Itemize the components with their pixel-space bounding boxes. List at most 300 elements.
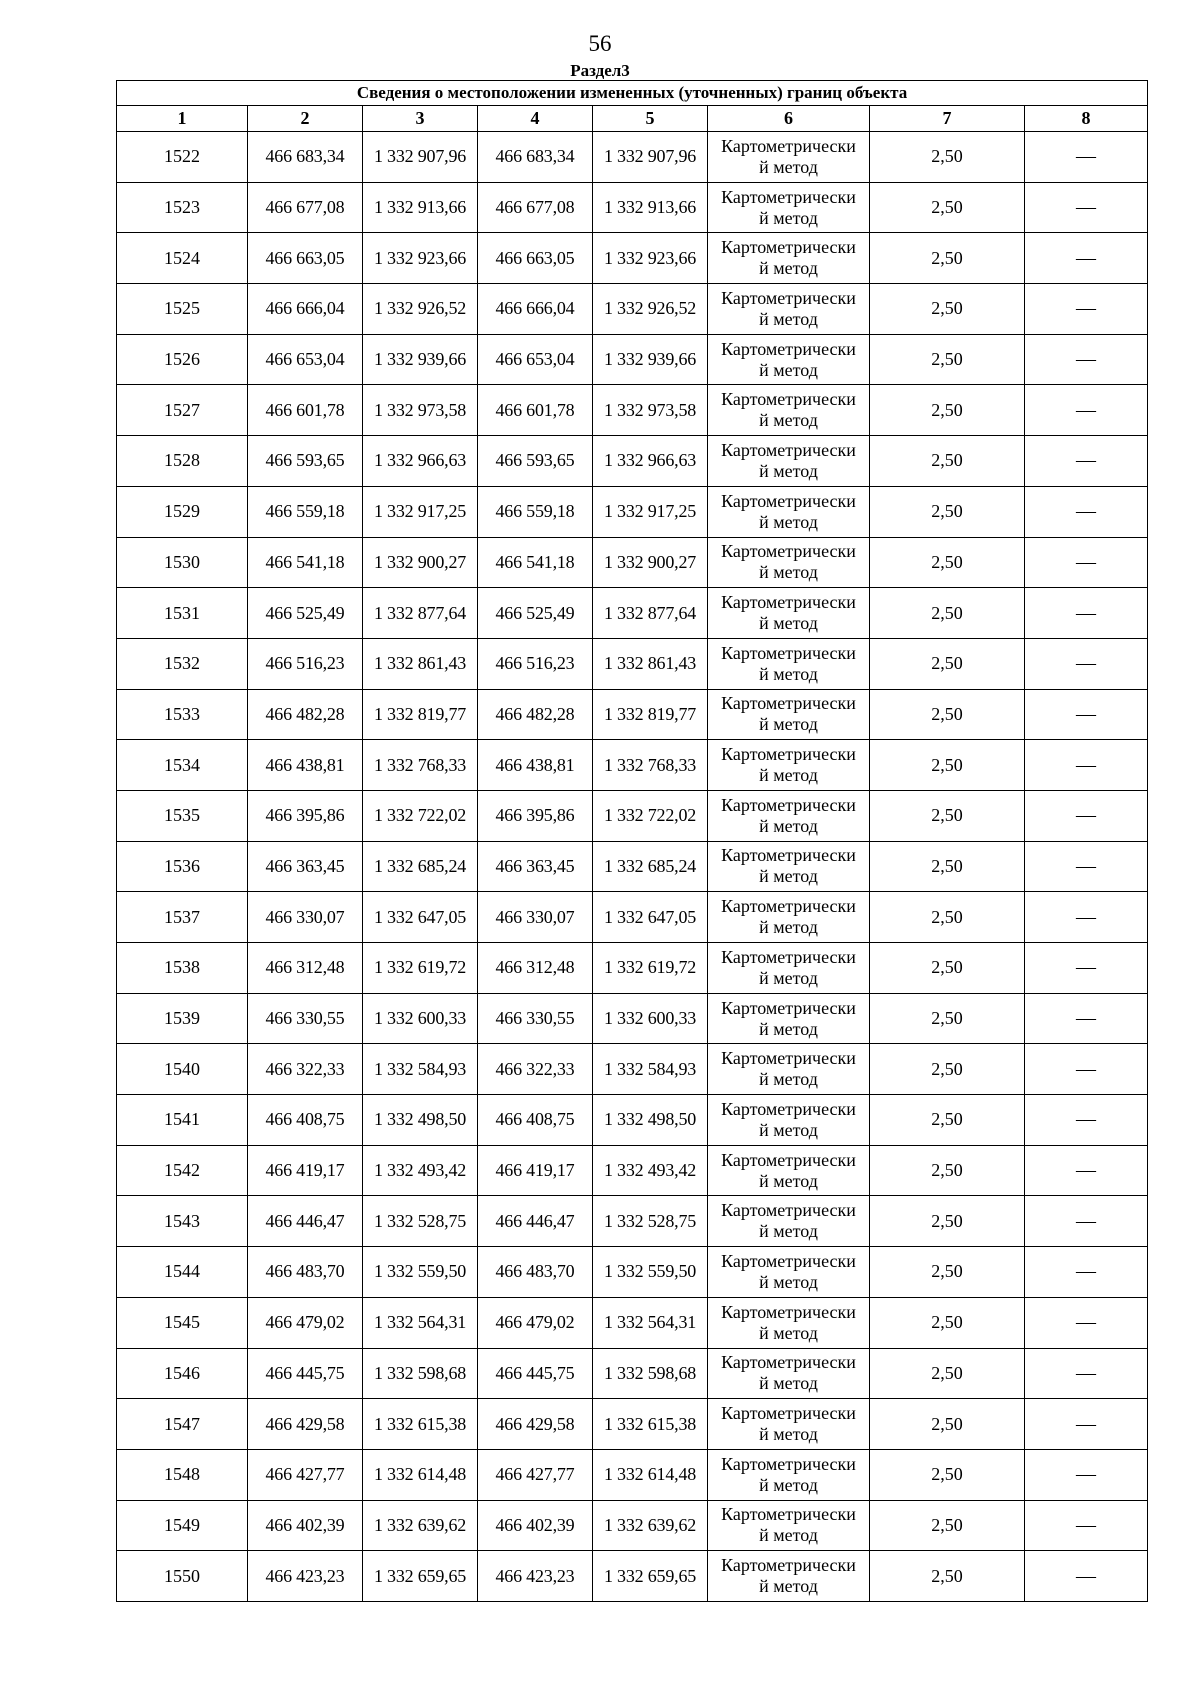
accuracy-cell: 2,50 — [870, 1399, 1025, 1450]
accuracy-cell: 2,50 — [870, 841, 1025, 892]
y-refined-cell: 1 332 722,02 — [593, 790, 708, 841]
y-existing-cell: 1 332 584,93 — [363, 1044, 478, 1095]
y-refined-cell: 1 332 493,42 — [593, 1145, 708, 1196]
x-refined-cell: 466 395,86 — [478, 790, 593, 841]
method-line: й метод — [759, 815, 818, 836]
method-line: й метод — [759, 258, 818, 279]
method-line: Картометрически — [721, 642, 856, 663]
method-line: Картометрически — [721, 490, 856, 511]
x-refined-cell: 466 330,55 — [478, 993, 593, 1044]
y-refined-cell: 1 332 819,77 — [593, 689, 708, 740]
dash-cell: — — [1025, 1399, 1148, 1450]
accuracy-cell: 2,50 — [870, 1449, 1025, 1500]
method-cell — [708, 841, 870, 892]
method-line: й метод — [759, 1271, 818, 1292]
method-cell — [708, 689, 870, 740]
method-line: й метод — [759, 1170, 818, 1191]
table-row — [117, 385, 1148, 436]
point-number-cell: 1535 — [117, 790, 248, 841]
accuracy-cell: 2,50 — [870, 689, 1025, 740]
point-number-cell: 1539 — [117, 993, 248, 1044]
y-refined-cell: 1 332 564,31 — [593, 1297, 708, 1348]
method-line: Картометрически — [721, 1403, 856, 1424]
method-line: Картометрически — [721, 135, 856, 156]
y-refined-cell: 1 332 614,48 — [593, 1449, 708, 1500]
accuracy-cell: 2,50 — [870, 537, 1025, 588]
point-number-cell: 1533 — [117, 689, 248, 740]
method-cell — [708, 182, 870, 233]
table-row — [117, 1145, 1148, 1196]
method-line: Картометрически — [721, 1098, 856, 1119]
dash-cell: — — [1025, 334, 1148, 385]
section-label: Раздел3 — [570, 61, 630, 80]
x-existing-cell: 466 438,81 — [248, 740, 363, 791]
accuracy-cell: 2,50 — [870, 1196, 1025, 1247]
method-line: й метод — [759, 359, 818, 380]
accuracy-cell: 2,50 — [870, 436, 1025, 487]
table-row — [117, 943, 1148, 994]
x-refined-cell: 466 516,23 — [478, 638, 593, 689]
dash-cell: — — [1025, 182, 1148, 233]
method-line: й метод — [759, 511, 818, 532]
x-refined-cell: 466 653,04 — [478, 334, 593, 385]
table-row — [117, 1449, 1148, 1500]
method-line: Картометрически — [721, 186, 856, 207]
method-line: Картометрически — [721, 744, 856, 765]
x-existing-cell: 466 683,34 — [248, 132, 363, 183]
method-cell — [708, 892, 870, 943]
y-existing-cell: 1 332 768,33 — [363, 740, 478, 791]
table-row — [117, 284, 1148, 335]
method-line: Картометрически — [721, 1250, 856, 1271]
table-row — [117, 841, 1148, 892]
dash-cell: — — [1025, 943, 1148, 994]
accuracy-cell: 2,50 — [870, 1044, 1025, 1095]
accuracy-cell: 2,50 — [870, 943, 1025, 994]
method-line: Картометрически — [721, 946, 856, 967]
dash-cell: — — [1025, 284, 1148, 335]
point-number-cell: 1527 — [117, 385, 248, 436]
method-line: Картометрически — [721, 1200, 856, 1221]
y-existing-cell: 1 332 907,96 — [363, 132, 478, 183]
table-row — [117, 486, 1148, 537]
x-existing-cell: 466 363,45 — [248, 841, 363, 892]
y-refined-cell: 1 332 647,05 — [593, 892, 708, 943]
column-number: 3 — [363, 106, 478, 132]
y-existing-cell: 1 332 926,52 — [363, 284, 478, 335]
dash-cell: — — [1025, 1196, 1148, 1247]
dash-cell: — — [1025, 841, 1148, 892]
point-number-cell: 1543 — [117, 1196, 248, 1247]
accuracy-cell: 2,50 — [870, 1095, 1025, 1146]
method-line: й метод — [759, 1525, 818, 1546]
x-refined-cell: 466 330,07 — [478, 892, 593, 943]
method-line: Картометрически — [721, 1504, 856, 1525]
dash-cell: — — [1025, 790, 1148, 841]
method-line: Картометрически — [721, 1301, 856, 1322]
dash-cell: — — [1025, 892, 1148, 943]
point-number-cell: 1536 — [117, 841, 248, 892]
x-refined-cell: 466 446,47 — [478, 1196, 593, 1247]
point-number-cell: 1522 — [117, 132, 248, 183]
method-line: й метод — [759, 207, 818, 228]
table-row — [117, 790, 1148, 841]
method-line: й метод — [759, 1119, 818, 1140]
method-line: Картометрически — [721, 1149, 856, 1170]
method-line: Картометрически — [721, 541, 856, 562]
method-line: й метод — [759, 562, 818, 583]
point-number-cell: 1524 — [117, 233, 248, 284]
method-line: й метод — [759, 866, 818, 887]
method-line: й метод — [759, 917, 818, 938]
method-line: й метод — [759, 460, 818, 481]
y-refined-cell: 1 332 639,62 — [593, 1500, 708, 1551]
x-existing-cell: 466 408,75 — [248, 1095, 363, 1146]
table-row — [117, 1095, 1148, 1146]
method-line: й метод — [759, 410, 818, 431]
y-existing-cell: 1 332 600,33 — [363, 993, 478, 1044]
dash-cell: — — [1025, 486, 1148, 537]
table-body — [117, 132, 1148, 1602]
y-refined-cell: 1 332 913,66 — [593, 182, 708, 233]
y-existing-cell: 1 332 493,42 — [363, 1145, 478, 1196]
column-number: 2 — [248, 106, 363, 132]
x-existing-cell: 466 395,86 — [248, 790, 363, 841]
y-refined-cell: 1 332 966,63 — [593, 436, 708, 487]
method-cell — [708, 284, 870, 335]
x-existing-cell: 466 330,55 — [248, 993, 363, 1044]
x-refined-cell: 466 408,75 — [478, 1095, 593, 1146]
dash-cell: — — [1025, 993, 1148, 1044]
y-refined-cell: 1 332 685,24 — [593, 841, 708, 892]
point-number-cell: 1534 — [117, 740, 248, 791]
x-refined-cell: 466 601,78 — [478, 385, 593, 436]
method-cell — [708, 537, 870, 588]
point-number-cell: 1550 — [117, 1551, 248, 1602]
y-existing-cell: 1 332 861,43 — [363, 638, 478, 689]
accuracy-cell: 2,50 — [870, 385, 1025, 436]
accuracy-cell: 2,50 — [870, 588, 1025, 639]
x-refined-cell: 466 479,02 — [478, 1297, 593, 1348]
x-refined-cell: 466 483,70 — [478, 1247, 593, 1298]
x-refined-cell: 466 666,04 — [478, 284, 593, 335]
y-refined-cell: 1 332 659,65 — [593, 1551, 708, 1602]
x-refined-cell: 466 683,34 — [478, 132, 593, 183]
point-number-cell: 1530 — [117, 537, 248, 588]
method-line: Картометрически — [721, 439, 856, 460]
accuracy-cell: 2,50 — [870, 1551, 1025, 1602]
y-existing-cell: 1 332 913,66 — [363, 182, 478, 233]
method-line: Картометрически — [721, 1048, 856, 1069]
dash-cell: — — [1025, 1247, 1148, 1298]
table-row — [117, 436, 1148, 487]
method-line: й метод — [759, 1322, 818, 1343]
y-existing-cell: 1 332 917,25 — [363, 486, 478, 537]
y-existing-cell: 1 332 564,31 — [363, 1297, 478, 1348]
y-existing-cell: 1 332 614,48 — [363, 1449, 478, 1500]
y-refined-cell: 1 332 900,27 — [593, 537, 708, 588]
method-cell — [708, 385, 870, 436]
y-existing-cell: 1 332 619,72 — [363, 943, 478, 994]
table-row — [117, 689, 1148, 740]
y-refined-cell: 1 332 615,38 — [593, 1399, 708, 1450]
dash-cell: — — [1025, 740, 1148, 791]
accuracy-cell: 2,50 — [870, 486, 1025, 537]
dash-cell: — — [1025, 537, 1148, 588]
x-refined-cell: 466 423,23 — [478, 1551, 593, 1602]
x-existing-cell: 466 601,78 — [248, 385, 363, 436]
y-existing-cell: 1 332 722,02 — [363, 790, 478, 841]
method-cell — [708, 993, 870, 1044]
column-number: 1 — [117, 106, 248, 132]
y-existing-cell: 1 332 923,66 — [363, 233, 478, 284]
dash-cell: — — [1025, 385, 1148, 436]
x-existing-cell: 466 423,23 — [248, 1551, 363, 1602]
accuracy-cell: 2,50 — [870, 892, 1025, 943]
method-line: Картометрически — [721, 845, 856, 866]
dash-cell: — — [1025, 638, 1148, 689]
y-existing-cell: 1 332 615,38 — [363, 1399, 478, 1450]
x-existing-cell: 466 525,49 — [248, 588, 363, 639]
point-number-cell: 1540 — [117, 1044, 248, 1095]
table-row — [117, 1044, 1148, 1095]
table-row — [117, 1399, 1148, 1450]
point-number-cell: 1549 — [117, 1500, 248, 1551]
method-line: Картометрически — [721, 338, 856, 359]
y-existing-cell: 1 332 877,64 — [363, 588, 478, 639]
method-cell — [708, 233, 870, 284]
x-existing-cell: 466 322,33 — [248, 1044, 363, 1095]
method-line: й метод — [759, 1576, 818, 1597]
point-number-cell: 1542 — [117, 1145, 248, 1196]
y-refined-cell: 1 332 907,96 — [593, 132, 708, 183]
method-line: Картометрически — [721, 1453, 856, 1474]
dash-cell: — — [1025, 436, 1148, 487]
x-existing-cell: 466 429,58 — [248, 1399, 363, 1450]
point-number-cell: 1537 — [117, 892, 248, 943]
method-line: й метод — [759, 1424, 818, 1445]
table-row — [117, 1500, 1148, 1551]
dash-cell: — — [1025, 1449, 1148, 1500]
y-existing-cell: 1 332 900,27 — [363, 537, 478, 588]
dash-cell: — — [1025, 132, 1148, 183]
column-number: 5 — [593, 106, 708, 132]
table-caption: Сведения о местоположении измененных (уточненных) границ объекта — [117, 81, 1148, 106]
method-line: Картометрически — [721, 896, 856, 917]
boundary-coordinates-table — [116, 80, 1148, 1602]
x-existing-cell: 466 593,65 — [248, 436, 363, 487]
method-line: Картометрически — [721, 1352, 856, 1373]
x-refined-cell: 466 541,18 — [478, 537, 593, 588]
method-line: Картометрически — [721, 237, 856, 258]
x-existing-cell: 466 677,08 — [248, 182, 363, 233]
y-refined-cell: 1 332 973,58 — [593, 385, 708, 436]
method-cell — [708, 943, 870, 994]
x-refined-cell: 466 429,58 — [478, 1399, 593, 1450]
point-number-cell: 1531 — [117, 588, 248, 639]
table-row — [117, 1196, 1148, 1247]
method-line: Картометрически — [721, 693, 856, 714]
x-existing-cell: 466 445,75 — [248, 1348, 363, 1399]
y-refined-cell: 1 332 939,66 — [593, 334, 708, 385]
column-number: 4 — [478, 106, 593, 132]
table-row — [117, 182, 1148, 233]
method-cell — [708, 1551, 870, 1602]
accuracy-cell: 2,50 — [870, 1145, 1025, 1196]
x-refined-cell: 466 663,05 — [478, 233, 593, 284]
method-cell — [708, 638, 870, 689]
x-existing-cell: 466 666,04 — [248, 284, 363, 335]
method-line: й метод — [759, 765, 818, 786]
method-line: Картометрически — [721, 1555, 856, 1576]
accuracy-cell: 2,50 — [870, 334, 1025, 385]
x-refined-cell: 466 312,48 — [478, 943, 593, 994]
table-row — [117, 334, 1148, 385]
y-refined-cell: 1 332 598,68 — [593, 1348, 708, 1399]
method-cell — [708, 740, 870, 791]
y-existing-cell: 1 332 559,50 — [363, 1247, 478, 1298]
table-row — [117, 993, 1148, 1044]
y-refined-cell: 1 332 528,75 — [593, 1196, 708, 1247]
point-number-cell: 1548 — [117, 1449, 248, 1500]
y-refined-cell: 1 332 923,66 — [593, 233, 708, 284]
table-row — [117, 588, 1148, 639]
accuracy-cell: 2,50 — [870, 740, 1025, 791]
dash-cell: — — [1025, 1044, 1148, 1095]
method-line: Картометрически — [721, 794, 856, 815]
accuracy-cell: 2,50 — [870, 132, 1025, 183]
method-line: й метод — [759, 714, 818, 735]
point-number-cell: 1532 — [117, 638, 248, 689]
method-cell — [708, 486, 870, 537]
x-refined-cell: 466 438,81 — [478, 740, 593, 791]
table-row — [117, 132, 1148, 183]
x-refined-cell: 466 482,28 — [478, 689, 593, 740]
y-existing-cell: 1 332 647,05 — [363, 892, 478, 943]
accuracy-cell: 2,50 — [870, 284, 1025, 335]
x-refined-cell: 466 525,49 — [478, 588, 593, 639]
accuracy-cell: 2,50 — [870, 182, 1025, 233]
x-existing-cell: 466 482,28 — [248, 689, 363, 740]
x-existing-cell: 466 330,07 — [248, 892, 363, 943]
method-cell — [708, 588, 870, 639]
dash-cell: — — [1025, 1500, 1148, 1551]
x-existing-cell: 466 402,39 — [248, 1500, 363, 1551]
accuracy-cell: 2,50 — [870, 1500, 1025, 1551]
table-row — [117, 1247, 1148, 1298]
method-line: й метод — [759, 1474, 818, 1495]
accuracy-cell: 2,50 — [870, 233, 1025, 284]
x-refined-cell: 466 322,33 — [478, 1044, 593, 1095]
dash-cell: — — [1025, 1348, 1148, 1399]
point-number-cell: 1545 — [117, 1297, 248, 1348]
column-number: 6 — [708, 106, 870, 132]
point-number-cell: 1546 — [117, 1348, 248, 1399]
method-cell — [708, 1247, 870, 1298]
method-cell — [708, 1297, 870, 1348]
x-existing-cell: 466 427,77 — [248, 1449, 363, 1500]
method-line: й метод — [759, 1018, 818, 1039]
point-number-cell: 1528 — [117, 436, 248, 487]
dash-cell: — — [1025, 689, 1148, 740]
x-refined-cell: 466 445,75 — [478, 1348, 593, 1399]
method-cell — [708, 1095, 870, 1146]
point-number-cell: 1529 — [117, 486, 248, 537]
column-number-row — [117, 106, 1148, 132]
accuracy-cell: 2,50 — [870, 1297, 1025, 1348]
x-refined-cell: 466 419,17 — [478, 1145, 593, 1196]
y-existing-cell: 1 332 659,65 — [363, 1551, 478, 1602]
method-cell — [708, 790, 870, 841]
method-cell — [708, 1196, 870, 1247]
point-number-cell: 1547 — [117, 1399, 248, 1450]
y-refined-cell: 1 332 559,50 — [593, 1247, 708, 1298]
table-row — [117, 1297, 1148, 1348]
point-number-cell: 1523 — [117, 182, 248, 233]
x-existing-cell: 466 653,04 — [248, 334, 363, 385]
accuracy-cell: 2,50 — [870, 1247, 1025, 1298]
point-number-cell: 1525 — [117, 284, 248, 335]
table-row — [117, 537, 1148, 588]
accuracy-cell: 2,50 — [870, 993, 1025, 1044]
y-existing-cell: 1 332 498,50 — [363, 1095, 478, 1146]
y-refined-cell: 1 332 619,72 — [593, 943, 708, 994]
y-refined-cell: 1 332 877,64 — [593, 588, 708, 639]
method-line: Картометрически — [721, 592, 856, 613]
point-number-cell: 1541 — [117, 1095, 248, 1146]
y-refined-cell: 1 332 768,33 — [593, 740, 708, 791]
table-row — [117, 1551, 1148, 1602]
y-refined-cell: 1 332 926,52 — [593, 284, 708, 335]
point-number-cell: 1538 — [117, 943, 248, 994]
method-line: й метод — [759, 663, 818, 684]
y-refined-cell: 1 332 600,33 — [593, 993, 708, 1044]
method-line: й метод — [759, 1069, 818, 1090]
x-existing-cell: 466 446,47 — [248, 1196, 363, 1247]
method-cell — [708, 1145, 870, 1196]
method-cell — [708, 1044, 870, 1095]
method-line: й метод — [759, 308, 818, 329]
x-existing-cell: 466 516,23 — [248, 638, 363, 689]
y-existing-cell: 1 332 598,68 — [363, 1348, 478, 1399]
point-number-cell: 1544 — [117, 1247, 248, 1298]
method-line: й метод — [759, 1221, 818, 1242]
method-cell — [708, 132, 870, 183]
accuracy-cell: 2,50 — [870, 638, 1025, 689]
dash-cell: — — [1025, 233, 1148, 284]
y-existing-cell: 1 332 939,66 — [363, 334, 478, 385]
method-line: й метод — [759, 613, 818, 634]
method-line: Картометрически — [721, 997, 856, 1018]
method-cell — [708, 436, 870, 487]
dash-cell: — — [1025, 1095, 1148, 1146]
dash-cell: — — [1025, 588, 1148, 639]
x-refined-cell: 466 593,65 — [478, 436, 593, 487]
method-line: Картометрически — [721, 287, 856, 308]
x-existing-cell: 466 559,18 — [248, 486, 363, 537]
y-existing-cell: 1 332 639,62 — [363, 1500, 478, 1551]
x-existing-cell: 466 312,48 — [248, 943, 363, 994]
dash-cell: — — [1025, 1551, 1148, 1602]
method-cell — [708, 1348, 870, 1399]
x-refined-cell: 466 402,39 — [478, 1500, 593, 1551]
x-refined-cell: 466 363,45 — [478, 841, 593, 892]
accuracy-cell: 2,50 — [870, 790, 1025, 841]
x-existing-cell: 466 663,05 — [248, 233, 363, 284]
dash-cell: — — [1025, 1145, 1148, 1196]
table-row — [117, 892, 1148, 943]
y-refined-cell: 1 332 584,93 — [593, 1044, 708, 1095]
